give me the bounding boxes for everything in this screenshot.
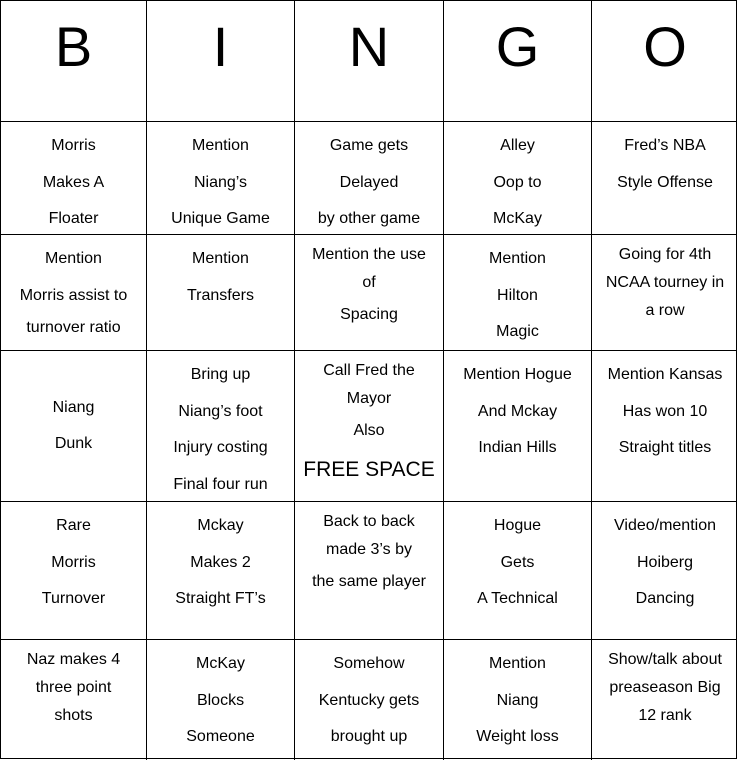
cell-text: Hilton bbox=[497, 286, 538, 304]
cell-text: Video/mention bbox=[614, 517, 716, 534]
cell-text: Delayed bbox=[339, 173, 399, 191]
cell-text: Weight loss bbox=[476, 728, 559, 745]
cell-text: made 3’s by bbox=[326, 541, 412, 558]
cell-text: Rare bbox=[56, 517, 91, 534]
cell-text: Transfers bbox=[187, 286, 254, 304]
cell-r1-c2 bbox=[147, 122, 295, 235]
cell-r2-c1 bbox=[1, 235, 147, 351]
cell-text: Injury costing bbox=[173, 439, 268, 456]
cell-text: Niang bbox=[496, 691, 539, 709]
cell-text: Mention Kansas bbox=[607, 366, 723, 383]
cell-text: Makes 2 bbox=[190, 553, 251, 571]
cell-r4-c5 bbox=[592, 502, 737, 640]
cell-r1-c5 bbox=[592, 122, 737, 235]
cell-text: Alley bbox=[500, 137, 535, 154]
cell-r1-c3 bbox=[295, 122, 444, 235]
free-space-cell bbox=[295, 351, 444, 502]
cell-text: Mention the use bbox=[312, 246, 426, 263]
cell-text: Final four run bbox=[173, 475, 268, 493]
cell-text: Niang bbox=[52, 398, 95, 416]
cell-text: Fred’s NBA bbox=[624, 137, 706, 154]
cell-text: Mention bbox=[192, 250, 249, 267]
cell-r5-c5 bbox=[592, 640, 737, 760]
cell-text: Spacing bbox=[340, 306, 398, 323]
cell-r1-c1 bbox=[1, 122, 147, 235]
cell-text: brought up bbox=[330, 728, 408, 745]
cell-text: Oop to bbox=[493, 173, 542, 191]
cell-text: Mention bbox=[192, 137, 249, 154]
cell-r5-c4 bbox=[444, 640, 592, 760]
cell-text: Going for 4th bbox=[618, 246, 712, 263]
header-o: O bbox=[592, 1, 737, 122]
cell-text: Bring up bbox=[190, 366, 251, 383]
header-i: I bbox=[147, 1, 295, 122]
cell-text: 12 rank bbox=[638, 707, 692, 724]
header-n: N bbox=[295, 1, 444, 122]
cell-text: Niang’s foot bbox=[178, 402, 263, 420]
cell-text: Blocks bbox=[196, 691, 245, 709]
cell-text: Mckay bbox=[197, 517, 244, 534]
cell-text: a row bbox=[645, 302, 685, 319]
cell-text: Has won 10 bbox=[622, 402, 708, 420]
cell-text: Straight titles bbox=[618, 439, 712, 456]
cell-text: Kentucky gets bbox=[318, 691, 420, 709]
cell-text: McKay bbox=[196, 655, 245, 672]
cell-text: Makes A bbox=[42, 173, 105, 191]
cell-r4-c3 bbox=[295, 502, 444, 640]
cell-text: And Mckay bbox=[477, 402, 558, 420]
cell-r2-c3 bbox=[295, 235, 444, 351]
cell-text: Magic bbox=[496, 323, 539, 340]
cell-text: Dunk bbox=[54, 435, 93, 452]
cell-text: Show/talk about bbox=[608, 651, 722, 668]
cell-text: Morris bbox=[51, 137, 96, 154]
cell-r5-c2 bbox=[147, 640, 295, 760]
cell-r3-c4 bbox=[444, 351, 592, 502]
cell-r3-c1 bbox=[1, 351, 147, 502]
cell-text: Dancing bbox=[635, 590, 695, 607]
cell-text: Hoiberg bbox=[636, 553, 694, 571]
cell-text: three point bbox=[35, 679, 112, 696]
cell-text: Game gets bbox=[329, 137, 409, 154]
cell-text: of bbox=[362, 274, 376, 291]
cell-r4-c1 bbox=[1, 502, 147, 640]
cell-text: Naz makes 4 bbox=[26, 651, 121, 668]
cell-text: NCAA tourney in bbox=[605, 274, 725, 291]
cell-text: Morris bbox=[51, 553, 96, 571]
cell-r4-c2 bbox=[147, 502, 295, 640]
cell-r5-c1 bbox=[1, 640, 147, 760]
cell-r1-c4 bbox=[444, 122, 592, 235]
cell-text: Call Fred the bbox=[323, 362, 415, 379]
cell-text: Back to back bbox=[323, 513, 415, 530]
cell-text: the same player bbox=[312, 573, 426, 590]
cell-r2-c5 bbox=[592, 235, 737, 351]
cell-text: Gets bbox=[500, 553, 535, 571]
free-space-label: FREE SPACE bbox=[303, 457, 435, 481]
cell-text: Mention bbox=[489, 655, 546, 672]
cell-text: Straight FT’s bbox=[175, 590, 266, 607]
cell-text: Indian Hills bbox=[478, 439, 557, 456]
cell-text: preaseason Big bbox=[609, 679, 721, 696]
cell-text: Morris assist to bbox=[19, 286, 128, 304]
cell-text: Niang’s bbox=[193, 173, 248, 191]
cell-text: Floater bbox=[48, 210, 99, 227]
cell-text: Mayor bbox=[346, 390, 392, 407]
cell-text: Also bbox=[353, 422, 385, 439]
cell-r5-c3 bbox=[295, 640, 444, 760]
cell-text: by other game bbox=[317, 210, 421, 227]
cell-text: Mention bbox=[45, 250, 102, 267]
header-b: B bbox=[1, 1, 147, 122]
cell-r4-c4 bbox=[444, 502, 592, 640]
cell-text: Style Offense bbox=[617, 173, 713, 191]
cell-text: Unique Game bbox=[171, 210, 270, 227]
cell-text: Mention Hogue bbox=[463, 366, 572, 383]
cell-text: A Technical bbox=[477, 590, 558, 607]
cell-text: Someone bbox=[186, 728, 255, 745]
cell-r3-c2 bbox=[147, 351, 295, 502]
cell-r3-c5 bbox=[592, 351, 737, 502]
cell-text: Mention bbox=[489, 250, 546, 267]
header-g: G bbox=[444, 1, 592, 122]
cell-text: turnover ratio bbox=[26, 319, 121, 336]
cell-text: Turnover bbox=[41, 590, 106, 607]
cell-text: Hogue bbox=[493, 517, 542, 534]
cell-r2-c2 bbox=[147, 235, 295, 351]
cell-text: Somehow bbox=[333, 655, 405, 672]
cell-r2-c4 bbox=[444, 235, 592, 351]
cell-text: shots bbox=[54, 707, 93, 724]
cell-text: McKay bbox=[493, 210, 542, 227]
